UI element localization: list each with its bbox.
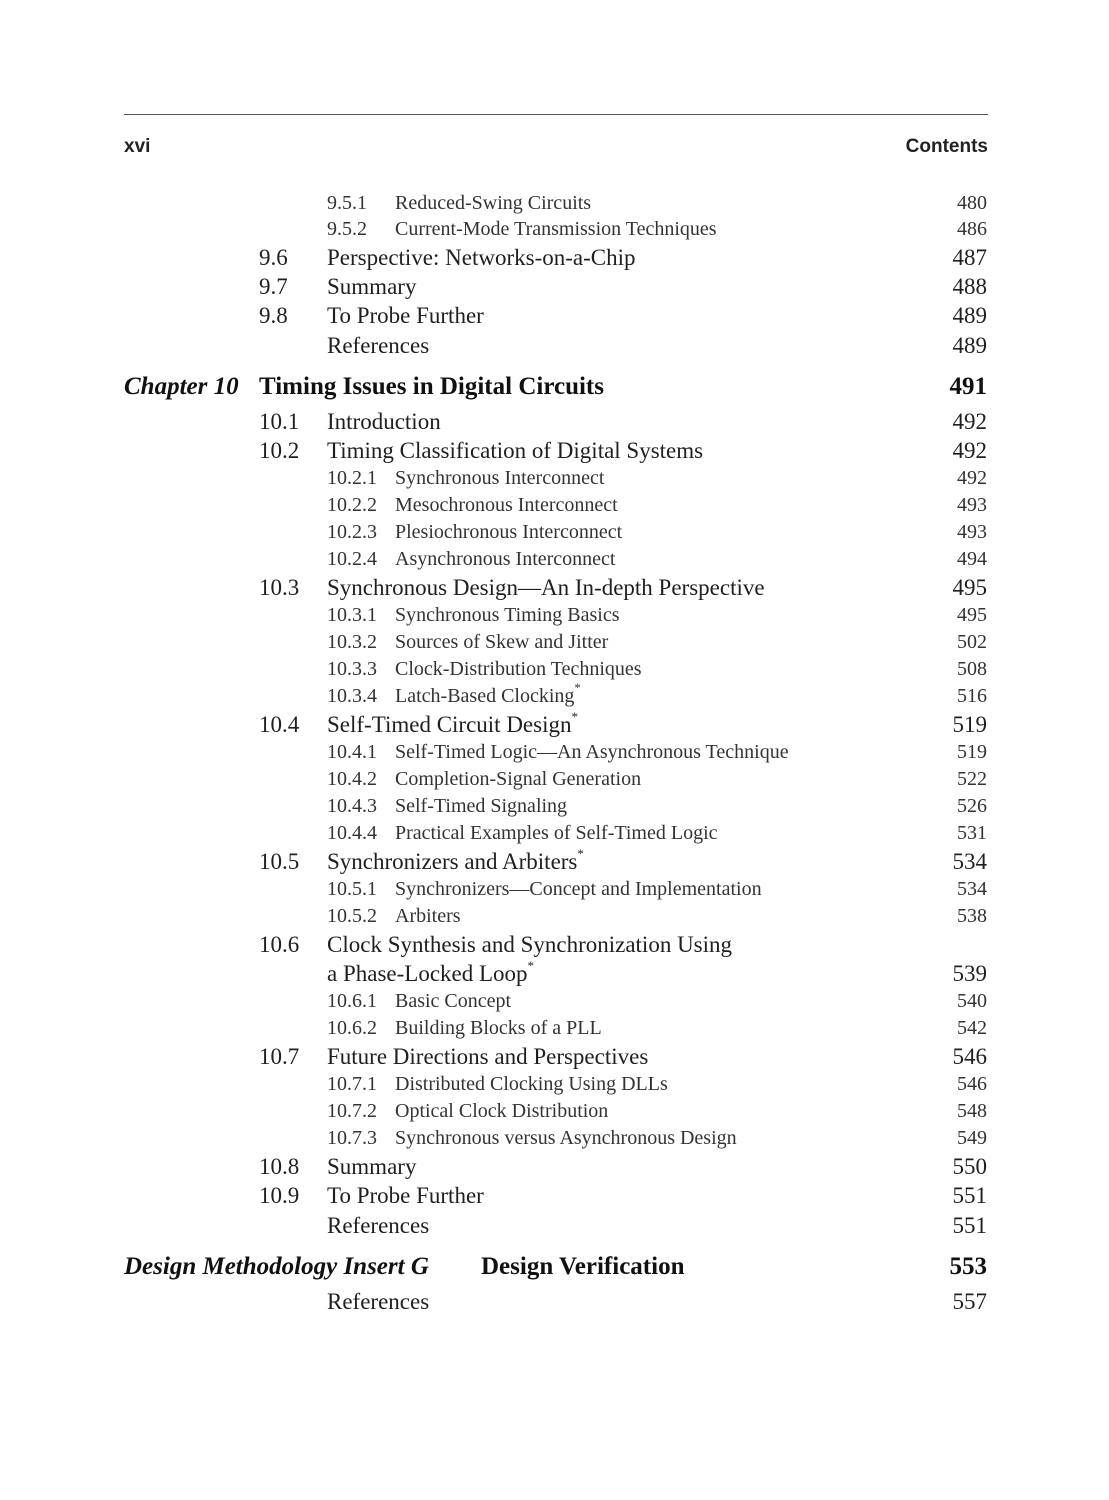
toc-entry-title: [395, 219, 717, 239]
toc-entry-number: 10.4.2: [327, 768, 377, 790]
toc-entry-title-text: Distributed Clocking Using DLLs: [395, 1073, 668, 1095]
toc-entry-title-text: Practical Examples of Self-Timed Logic: [395, 822, 718, 844]
toc-entry-title: [327, 576, 765, 599]
toc-entry-page: 489: [952, 333, 987, 358]
toc-entry-number: 10.8: [259, 1154, 300, 1179]
running-head: Contents: [905, 136, 988, 157]
toc-entry-title-text: Introduction: [327, 409, 441, 434]
toc-entry-number: 10.7.2: [327, 1100, 377, 1122]
toc-entry-title-text: Synchronous Design—An In-depth Perspective: [327, 575, 765, 600]
toc-entry-page: 540: [957, 990, 987, 1012]
toc-entry-title: [395, 522, 622, 542]
toc-entry-page: 508: [957, 658, 987, 680]
toc-entry-title-text: Building Blocks of a PLL: [395, 1017, 602, 1039]
toc-entry-title: [395, 605, 619, 625]
toc-entry-page: 519: [957, 741, 987, 763]
toc-entry-title: [327, 1184, 484, 1207]
toc-chapter-label: Chapter 10: [124, 373, 239, 400]
toc-entry-page: 487: [952, 245, 987, 270]
toc-entry-page: 553: [949, 1253, 987, 1280]
toc-entry-title-text: References: [327, 333, 430, 358]
toc-entry-title: [395, 1128, 737, 1148]
toc-entry-number: 9.8: [259, 303, 288, 328]
toc-entry-number: 10.4: [259, 712, 300, 737]
toc-entry-number: 10.1: [259, 409, 300, 434]
toc-entry-title-text: Self-Timed Circuit Design: [327, 712, 572, 737]
toc-entry-title: [395, 991, 511, 1011]
optional-section-mark: *: [571, 709, 578, 725]
toc-entry-number: 10.4.1: [327, 741, 377, 763]
toc-entry-title: [395, 1018, 602, 1038]
toc-entry-title: [395, 906, 461, 926]
toc-entry-page: 486: [957, 218, 987, 240]
toc-entry-title-text: Arbiters: [395, 905, 461, 927]
toc-entry-title-text: Future Directions and Perspectives: [327, 1044, 649, 1069]
toc-entry-title-text: Perspective: Networks-on-a-Chip: [327, 245, 636, 270]
toc-entry-page: 516: [957, 685, 987, 707]
toc-entry-title-text: Clock-Distribution Techniques: [395, 658, 642, 680]
optional-section-mark: *: [527, 958, 535, 974]
toc-entry-number: 10.7.3: [327, 1127, 377, 1149]
toc-entry-page: 551: [952, 1183, 987, 1208]
toc-entry-number: 10.3.1: [327, 604, 377, 626]
toc-entry-number: 10.9: [259, 1183, 300, 1208]
toc-entry-title-text: Synchronous Interconnect: [395, 467, 605, 489]
toc-entry-title-text: Current-Mode Transmission Techniques: [395, 218, 717, 240]
toc-entry-number: 9.6: [259, 245, 288, 270]
toc-entry-number: 10.5.1: [327, 878, 377, 900]
toc-entry-number: 9.5.2: [327, 218, 367, 240]
toc-entry-title-text: Plesiochronous Interconnect: [395, 521, 623, 543]
toc-entry-page: 538: [957, 905, 987, 927]
toc-entry-page: 495: [952, 575, 987, 600]
toc-entry-title-text: Sources of Skew and Jitter: [395, 631, 609, 653]
toc-entry-number: 10.5.2: [327, 905, 377, 927]
toc-entry-number: 10.2.2: [327, 494, 377, 516]
toc-entry-page: 549: [957, 1127, 987, 1149]
toc-entry-title-text: Timing Classification of Digital Systems: [327, 438, 704, 463]
toc-entry-title: [327, 275, 416, 298]
toc-entry-page: 546: [957, 1073, 987, 1095]
toc-entry-title-text: References: [327, 1213, 430, 1238]
toc-entry-title: [327, 1155, 416, 1178]
toc-entry-number: 10.2.4: [327, 548, 377, 570]
toc-entry-page: 522: [957, 768, 987, 790]
toc-entry-number: 10.6: [259, 932, 300, 957]
toc-entry-title: [395, 659, 642, 679]
toc-entry-title-text: Self-Timed Signaling: [395, 795, 568, 817]
toc-entry-title: [327, 958, 535, 986]
toc-entry-title: [395, 495, 618, 515]
toc-entry-title-text: Asynchronous Interconnect: [395, 548, 616, 570]
toc-entry-title: [327, 1290, 429, 1313]
toc-entry-page: 502: [957, 631, 987, 653]
toc-entry-page: 493: [957, 494, 987, 516]
toc-entry-title-text: Synchronous Timing Basics: [395, 604, 620, 626]
toc-entry-page: 557: [952, 1289, 987, 1314]
toc-entry-number: 10.2.1: [327, 467, 377, 489]
optional-section-mark: *: [574, 680, 581, 696]
toc-entry-title: [327, 933, 732, 956]
toc-entry-page: 492: [957, 467, 987, 489]
toc-entry-title-text: a Phase-Locked Loop: [327, 961, 528, 986]
toc-chapter-label: Design Methodology Insert G: [124, 1253, 429, 1280]
toc-entry-number: 10.5: [259, 849, 300, 874]
toc-entry-title: [327, 709, 578, 737]
toc-entry-page: 519: [952, 712, 987, 737]
toc-entry-title-text: References: [327, 1289, 430, 1314]
toc-entry-page: 495: [957, 604, 987, 626]
toc-entry-number: 10.3.2: [327, 631, 377, 653]
toc-entry-number: 9.7: [259, 274, 288, 299]
toc-entry-title: [395, 1074, 668, 1094]
toc-entry-title: [395, 796, 567, 816]
toc-entry-title: [395, 823, 718, 843]
toc-entry-title-text: Reduced-Swing Circuits: [395, 192, 592, 214]
toc-entry-page: 480: [957, 192, 987, 214]
toc-entry-title: [327, 439, 703, 462]
toc-entry-title: [327, 846, 584, 874]
toc-entry-page: 539: [952, 961, 987, 986]
toc-entry-page: 534: [952, 849, 987, 874]
toc-entry-page: 526: [957, 795, 987, 817]
toc-entry-title-text: To Probe Further: [327, 303, 484, 328]
toc-entry-number: 9.5.1: [327, 192, 367, 214]
page-number: xvi: [124, 136, 151, 157]
toc-entry-page: 491: [949, 373, 987, 400]
toc-entry-title-text: Synchronizers and Arbiters: [327, 849, 578, 874]
optional-section-mark: *: [577, 846, 584, 862]
toc-entry-title-text: Summary: [327, 274, 417, 299]
toc-entry-title-text: Synchronizers—Concept and Implementation: [395, 878, 762, 900]
toc-entry-page: 550: [952, 1154, 987, 1179]
toc-entry-title: [327, 334, 429, 357]
toc-entry-title: [395, 879, 762, 899]
toc-entry-title-text: Synchronous versus Asynchronous Design: [395, 1127, 737, 1149]
toc-entry-title: [395, 742, 789, 762]
toc-entry-title-text: Latch-Based Clocking: [395, 685, 575, 707]
toc-entry-title: [395, 632, 608, 652]
toc-entry-title-text: Optical Clock Distribution: [395, 1100, 609, 1122]
toc-entry-title: [327, 1045, 648, 1068]
toc-entry-number: 10.2.3: [327, 521, 377, 543]
toc-entry-number: 10.7.1: [327, 1073, 377, 1095]
toc-entry-number: 10.4.3: [327, 795, 377, 817]
toc-entry-title-text: Basic Concept: [395, 990, 512, 1012]
toc-entry-title-text: Summary: [327, 1154, 417, 1179]
toc-entry-title: [395, 549, 616, 569]
toc-entry-page: 492: [952, 438, 987, 463]
toc-entry-title: [327, 246, 636, 269]
toc-entry-title: [395, 1101, 608, 1121]
toc-entry-title: [327, 410, 441, 433]
toc-entry-number: 10.2: [259, 438, 300, 463]
toc-entry-page: 489: [952, 303, 987, 328]
toc-entry-title-text: Completion-Signal Generation: [395, 768, 642, 790]
toc-entry-title-text: Timing Issues in Digital Circuits: [259, 373, 604, 400]
toc-entry-number: 10.3.3: [327, 658, 377, 680]
toc-entry-page: 494: [957, 548, 987, 570]
toc-entry-title-text: Self-Timed Logic—An Asynchronous Technique: [395, 741, 789, 763]
toc-entry-number: 10.7: [259, 1044, 300, 1069]
toc-entry-title: [327, 304, 484, 327]
toc-entry-title: [481, 1254, 684, 1279]
toc-entry-page: 492: [952, 409, 987, 434]
toc-entry-number: 10.4.4: [327, 822, 377, 844]
toc-entry-title: [327, 1214, 429, 1237]
toc-entry-number: 10.6.2: [327, 1017, 377, 1039]
toc-entry-title: [395, 680, 581, 707]
toc-entry-title: [259, 374, 604, 399]
toc-entry-number: 10.3.4: [327, 685, 377, 707]
toc-entry-number: 10.6.1: [327, 990, 377, 1012]
toc-entry-page: 493: [957, 521, 987, 543]
toc-entry-page: 551: [952, 1213, 987, 1238]
toc-entry-page: 542: [957, 1017, 987, 1039]
toc-entry-page: 534: [957, 878, 987, 900]
toc-entry-title: [395, 468, 604, 488]
toc-entry-title: [395, 193, 591, 213]
toc-entry-page: 546: [952, 1044, 987, 1069]
toc-entry-title-text: Design Verification: [481, 1253, 685, 1280]
toc-entry-title-text: Mesochronous Interconnect: [395, 494, 618, 516]
toc-entry-page: 548: [957, 1100, 987, 1122]
toc-entry-number: 10.3: [259, 575, 300, 600]
toc-entry-page: 488: [952, 274, 987, 299]
toc-entry-title-text: Clock Synthesis and Synchronization Using: [327, 932, 733, 957]
toc-entry-page: 531: [957, 822, 987, 844]
toc-entry-title-text: To Probe Further: [327, 1183, 484, 1208]
toc-entry-title: [395, 769, 641, 789]
